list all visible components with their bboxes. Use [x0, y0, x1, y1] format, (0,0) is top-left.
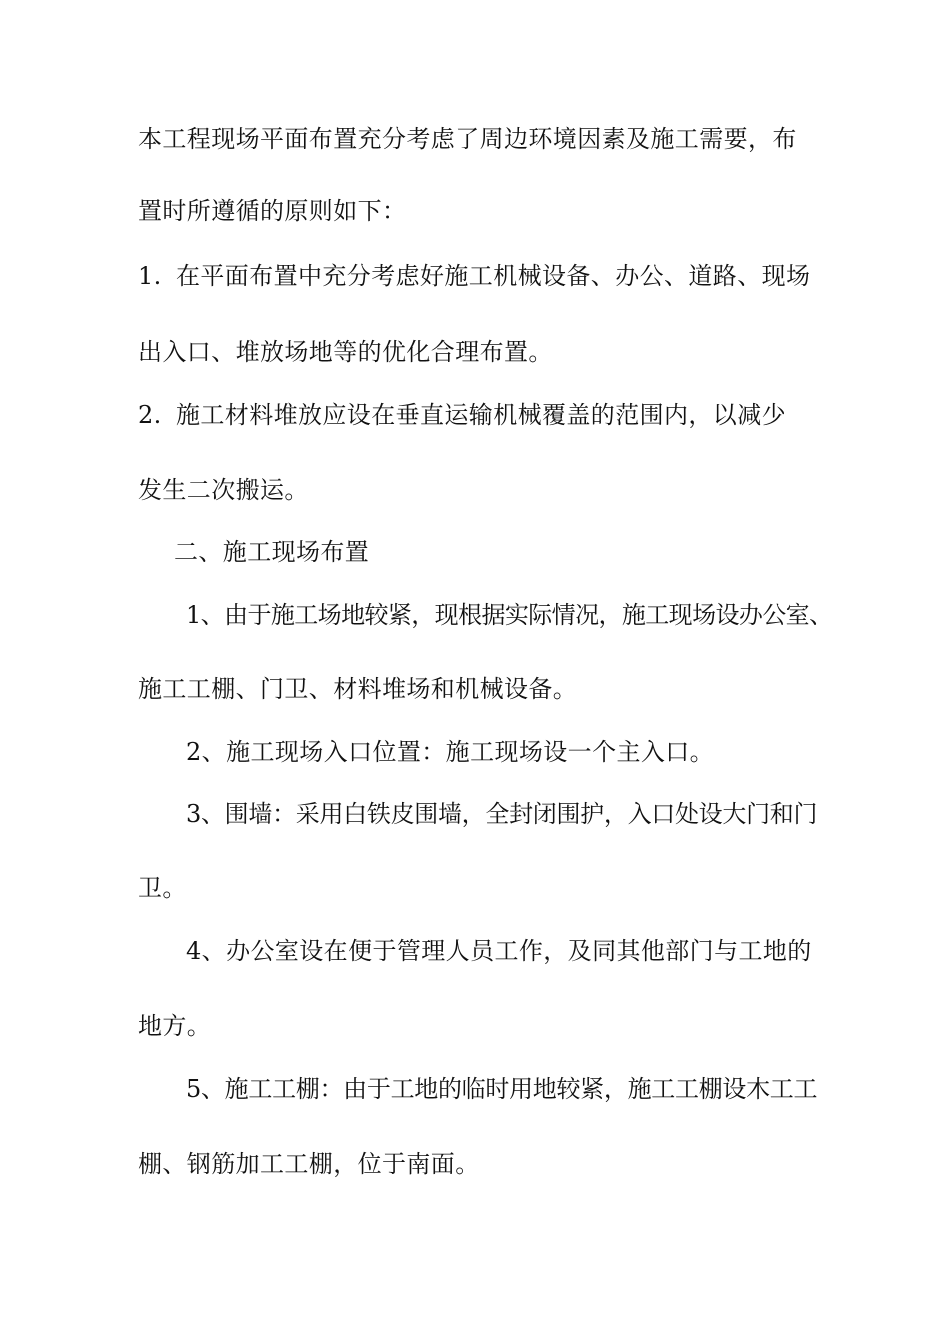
principle-1-text: 在平面布置中充分考虑好施工机械设备、办公、道路、现场 [176, 262, 811, 290]
intro-line-1: 本工程现场平面布置充分考虑了周边环境因素及施工需要，布 [138, 125, 797, 153]
item-3: 3、围墙：采用白铁皮围墙，全封闭围护，入口处设大门和门 [186, 800, 818, 828]
item-4-continuation: 地方。 [138, 1012, 212, 1040]
principle-2-text: 施工材料堆放应设在垂直运输机械覆盖的范围内，以减少 [176, 401, 786, 429]
principle-2-number: 2. [138, 401, 162, 429]
item-1: 1、由于施工场地较紧，现根据实际情况，施工现场设办公室、 [186, 601, 833, 629]
principle-2-continuation: 发生二次搬运。 [138, 476, 309, 504]
intro-line-2: 置时所遵循的原则如下： [138, 197, 407, 225]
item-2: 2、施工现场入口位置：施工现场设一个主入口。 [186, 738, 715, 766]
item-3-continuation: 卫。 [138, 874, 187, 902]
principle-1-number: 1. [138, 262, 162, 290]
item-1-continuation: 施工工棚、门卫、材料堆场和机械设备。 [138, 675, 578, 703]
principle-1-continuation: 出入口、堆放场地等的优化合理布置。 [138, 338, 553, 366]
item-4: 4、办公室设在便于管理人员工作，及同其他部门与工地的 [186, 937, 812, 965]
item-5-continuation: 棚、钢筋加工工棚，位于南面。 [138, 1150, 480, 1178]
principle-1 [138, 261, 838, 291]
principle-2 [138, 400, 838, 430]
section-heading: 二、施工现场布置 [174, 538, 370, 566]
item-5: 5、施工工棚：由于工地的临时用地较紧，施工工棚设木工工 [186, 1075, 818, 1103]
